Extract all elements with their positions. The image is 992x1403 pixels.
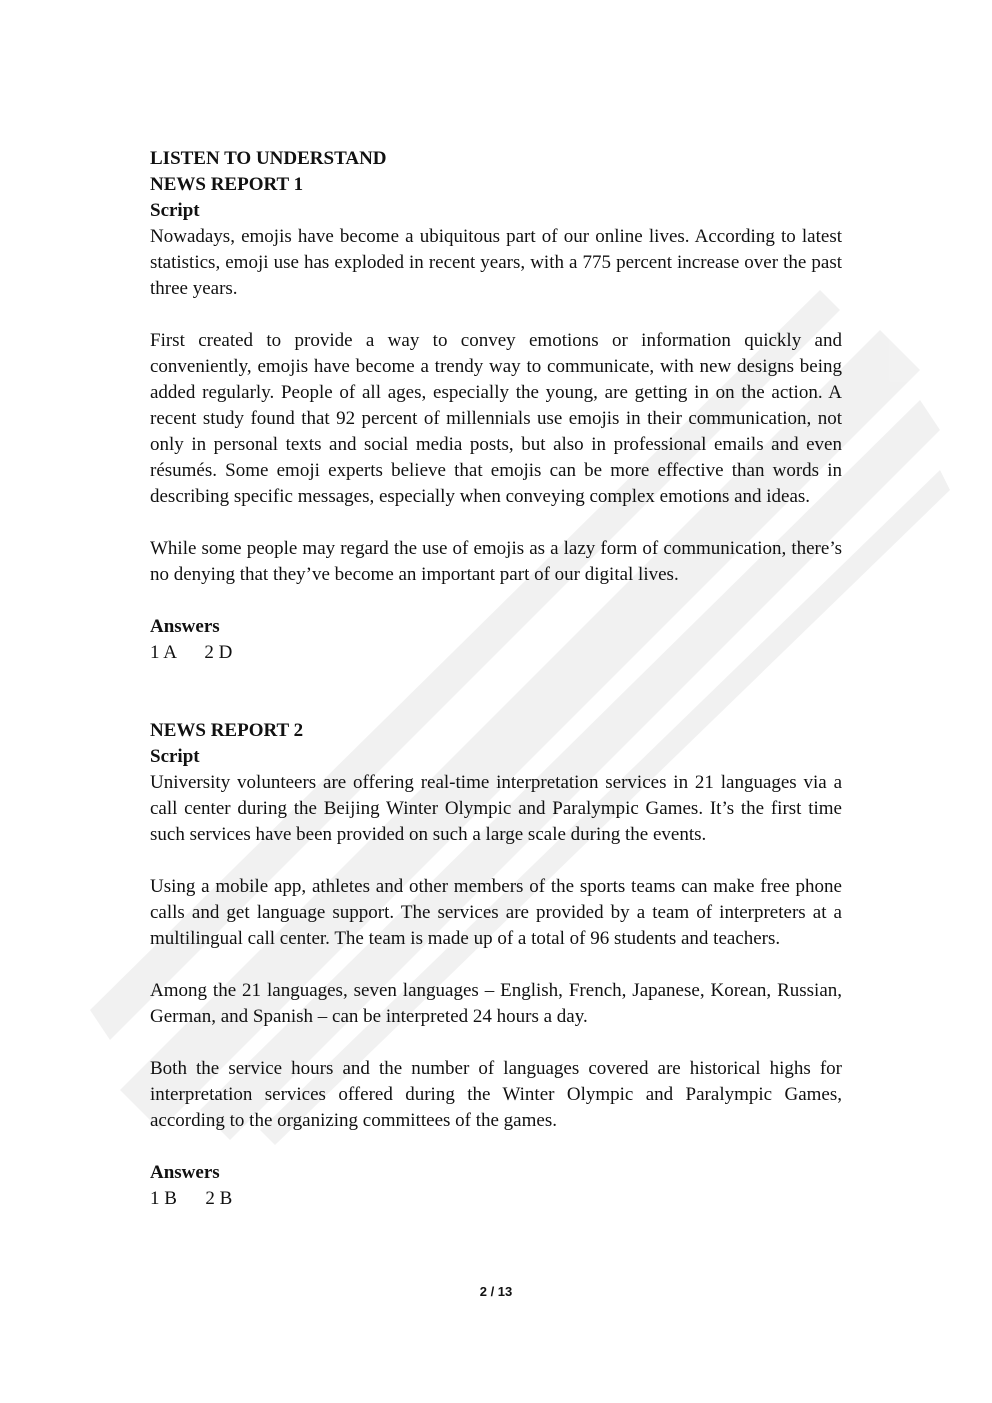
news-report-2-title: NEWS REPORT 2 xyxy=(150,720,304,741)
news-report-1-paragraph: First created to provide a way to convey emotions or information quickly and conveniently, emojis have become a trendy way to communicate, with new designs being added regularly. People of all ages, especially the young, are getting in on the action. A recent study found that 92 percent of millennials use emojis in their communication, not only in personal texts and social media posts, but also in professional emails and even résumés. Some emoji experts believe that emojis can be more effective than words in describing specific messages, especially when conveying complex emotions and ideas. xyxy=(150,330,842,507)
document-body xyxy=(150,146,842,1212)
section-title: LISTEN TO UNDERSTAND xyxy=(150,148,387,169)
news-report-1-paragraph: While some people may regard the use of emojis as a lazy form of communication, there’s no denying that they’ve become an important part of our digital lives. xyxy=(150,538,842,585)
news-report-1-answers-label: Answers xyxy=(150,616,220,637)
news-report-2-answers: 1 B 2 B xyxy=(150,1188,233,1209)
news-report-1-script-label: Script xyxy=(150,200,200,221)
news-report-2-paragraph: Using a mobile app, athletes and other members of the sports teams can make free phone calls and get language support. The services are provided by a team of interpreters at a multilingual call center. The team is made up of a total of 96 students and teachers. xyxy=(150,876,842,949)
news-report-2-paragraph: Both the service hours and the number of languages covered are historical highs for interpretation services offered during the Winter Olympic and Paralympic Games, according to the organizing committees of the games. xyxy=(150,1058,842,1131)
news-report-1-answers: 1 A 2 D xyxy=(150,642,233,663)
news-report-2-paragraph: University volunteers are offering real-time interpretation services in 21 languages via a call center during the Beijing Winter Olympic and Paralympic Games. It’s the first time such services have been provided on such a large scale during the events. xyxy=(150,772,842,845)
news-report-2-script-label: Script xyxy=(150,746,200,767)
news-report-1-title: NEWS REPORT 1 xyxy=(150,174,304,195)
news-report-2-paragraph: Among the 21 languages, seven languages – English, French, Japanese, Korean, Russian, German, and Spanish – can be interpreted 24 hours a day. xyxy=(150,980,842,1027)
news-report-2-answers-label: Answers xyxy=(150,1162,220,1183)
page-number: 2 / 13 xyxy=(479,1284,513,1299)
news-report-1-paragraph: Nowadays, emojis have become a ubiquitous part of our online lives. According to latest statistics, emoji use has exploded in recent years, with a 775 percent increase over the past three years. xyxy=(150,226,842,299)
